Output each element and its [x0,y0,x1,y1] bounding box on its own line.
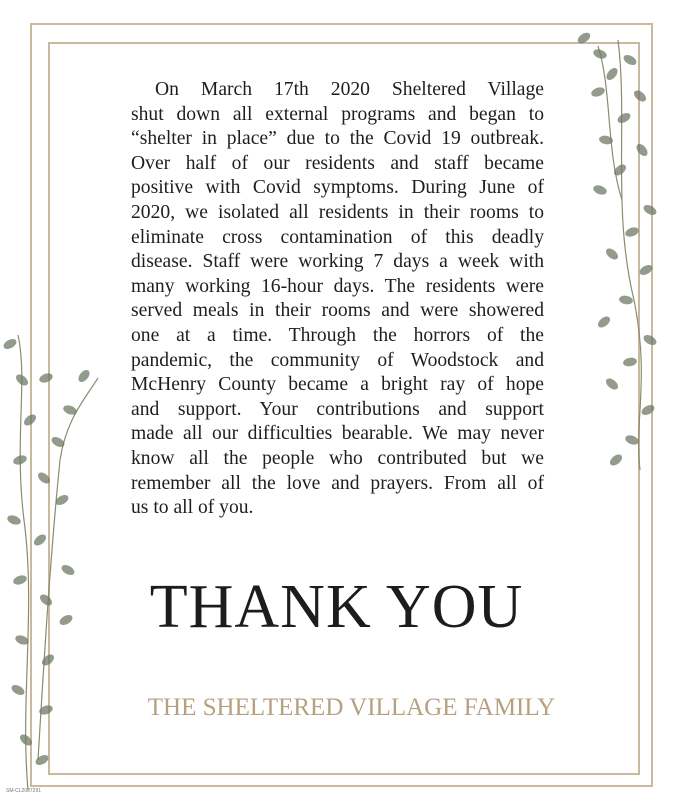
leaf-icon [634,142,649,158]
leaf-icon [604,376,620,391]
letter-line: us to all of you. [131,497,254,519]
ad-code: SM-CL2087291 [6,788,42,794]
letter-line: many working 16-hour days. The residents were [131,275,544,297]
leaf-icon [76,368,91,384]
letter-line: know all the people who contributed but we [131,447,544,469]
letter-line: On March 17th 2020 Sheltered Village [155,79,544,100]
letter-line: disease. Staff were working 7 days a week with [131,251,544,273]
leaf-icon [604,66,619,82]
leaf-icon [38,372,54,385]
leaf-icon [622,53,638,67]
letter-line: Over half of our residents and staff became [131,152,544,174]
leaf-icon [36,470,52,485]
leaf-icon [34,753,50,767]
letter-line: one at a time. Through the horrors of the [131,324,544,346]
leaf-icon [640,403,656,417]
leaf-icon [40,652,56,667]
leaf-icon [592,48,608,61]
letter-body [131,78,544,521]
leaf-icon [622,357,637,368]
leaf-icon [62,404,78,417]
leaf-icon [2,337,18,351]
leaf-icon [50,435,66,449]
letter-line: shut down all external programs and began to [131,103,544,125]
leaf-icon [624,226,640,239]
leaf-icon [632,88,648,103]
letter-line: made all our difficulties bearable. We may never [131,423,544,445]
signature-line: THE SHELTERED VILLAGE FAMILY [147,694,556,721]
leaf-icon [616,111,632,125]
leaf-icon [576,31,592,46]
leaf-icon [608,452,624,467]
leaf-icon [638,263,654,277]
leaf-icon [624,434,640,447]
letter-line: pandemic, the community of Woodstock and [131,349,544,371]
thank-you-headline: THANK YOU [149,573,524,641]
leaf-icon [642,203,658,217]
leaf-icon [642,333,658,347]
letter-line: and support. Your contributions and support [131,398,544,420]
leaf-icon [618,295,633,306]
leaf-icon [32,532,48,547]
letter-line: 2020, we isolated all residents in their rooms to [131,201,544,223]
letter-line: eliminate cross contamination of this deadly [131,226,544,248]
leaf-icon [592,184,608,197]
letter-line: McHenry County became a bright ray of hope [131,374,544,396]
letter-line: served meals in their rooms and were showered [131,300,544,322]
letter-line: “shelter in place” due to the Covid 19 outbreak. [131,128,544,150]
letter-line: remember all the love and prayers. From all of [131,472,544,494]
leaf-icon [6,514,22,527]
leaf-icon [596,314,612,329]
leaf-icon [22,412,38,427]
leaf-icon [590,86,606,99]
letter-line: positive with Covid symptoms. During June of [131,177,544,199]
leaf-icon [604,246,620,261]
